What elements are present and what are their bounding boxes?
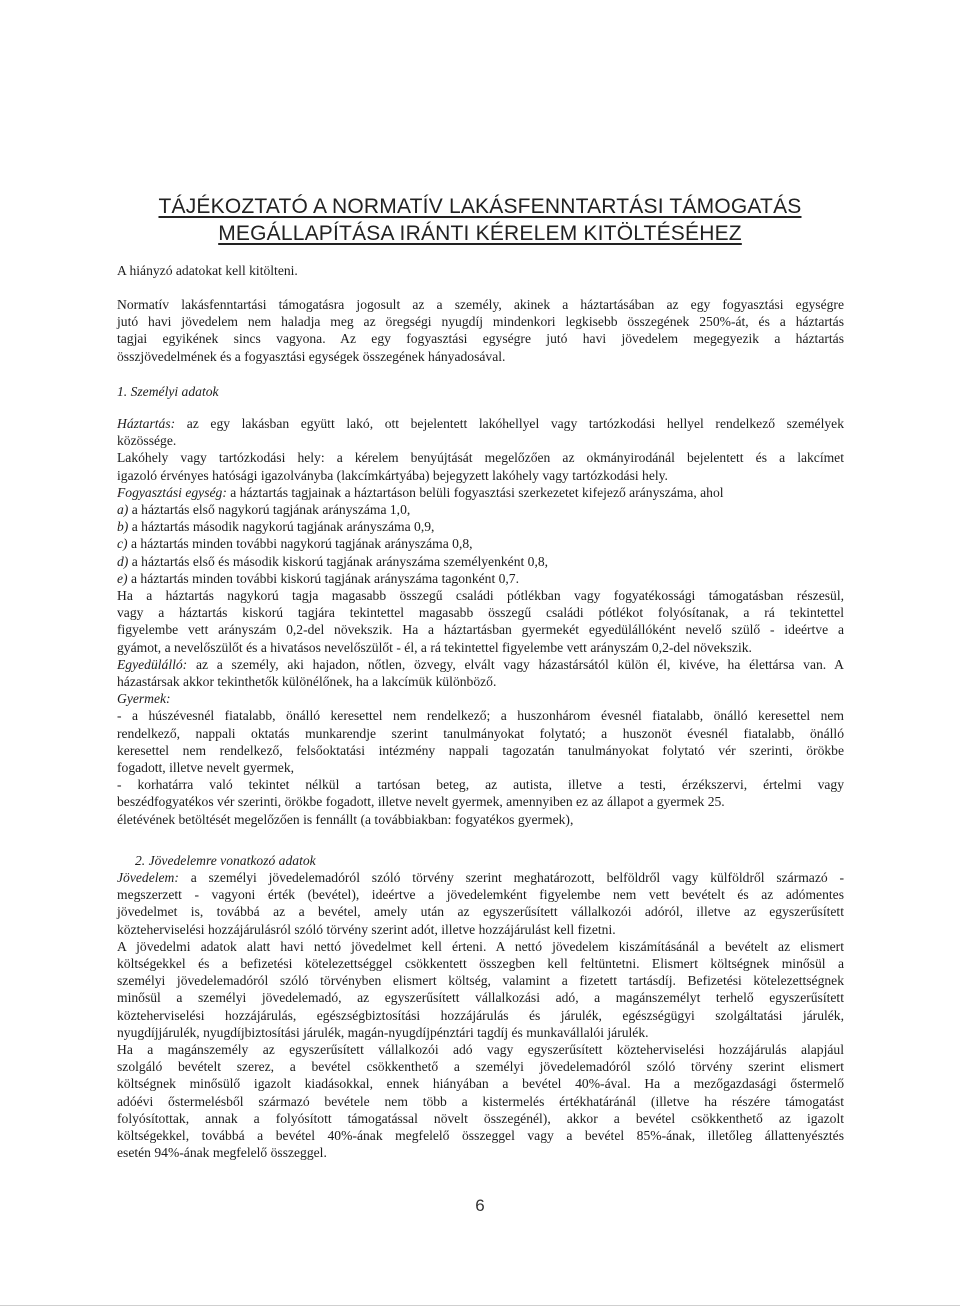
paragraph-line: költségekkel és a befizetési kötelezettséggel csökkentett összegben kell feltüntetni. Elismert költségnek minősül a [117, 956, 844, 972]
list-text: a háztartás második nagykorú tagjának arányszáma 0,9, [128, 519, 435, 535]
paragraph-line: - a húszévesnél fiatalabb, önálló keresettel nem rendelkező; a huszonhárom évesnél fiatalabb, önálló keresettel nem [117, 708, 844, 724]
definition-lakohely: Lakóhely vagy tartózkodási hely: a kérelem benyújtását megelőzően az okmányirodánál bejelentett és a lakcímet [117, 450, 844, 466]
term-egyedulallo: Egyedülálló: [117, 656, 188, 672]
definition-egyedulallo [117, 656, 844, 673]
paragraph-line: házastársak akkor tekinthetők különélőnek, ha a lakcímük különböző. [117, 674, 497, 690]
section-2-heading: 2. Jövedelemre vonatkozó adatok [135, 853, 316, 868]
paragraph-line: adóévi őstermelésből származó bevétele nem több a kistermelés értékhatáránál (illetve ha részére támogatást [117, 1093, 844, 1109]
intro-paragraph [117, 296, 844, 365]
paragraph-line: költségekkel, továbbá a bevétel 40%-ának megfelelő összeggel vagy a bevétel 85%-ának, illetőleg állattenyésztés [117, 1128, 844, 1144]
paragraph-line: rendelkező, nappali oktatás munkarendje szerint tanulmányokat folytató; a huszonöt évesnél fiatalabb, önálló [117, 725, 844, 741]
definition-text: a személyi jövedelemadóról szóló törvény szerint meghatározott, belföldről vagy külföldről származó - [178, 870, 844, 885]
list-text: a háztartás első és második kiskorú tagjának arányszáma személyenként 0,8, [128, 553, 549, 569]
list-item [117, 535, 844, 552]
paragraph-line: - korhatárra való tekintet nélkül a tartósan beteg, az autista, illetve a testi, érzékszervi, értelmi vagy [117, 777, 844, 793]
paragraph-line: folyósítottak, annak a folyósított támogatással növelt összegénél), akkor a bevétel csökkenthető az igazolt [117, 1110, 844, 1126]
term-fogyasztasi-egyseg: Fogyasztási egység: [117, 484, 227, 500]
list-item [117, 501, 844, 518]
list-text: a háztartás első nagykorú tagjának arányszáma 1,0, [128, 502, 411, 518]
term-haztartas: Háztartás: [117, 416, 176, 431]
paragraph-line: személyi jövedelemadóról szóló törvényben elismert költség, valamint a fizetett tartásdíj. Befizetési kötelezettségnek [117, 973, 844, 989]
term-jovedelem: Jövedelem: [117, 870, 179, 885]
scan-edge-divider [0, 1305, 960, 1306]
section-2-body [117, 869, 844, 1161]
list-letter: a) [117, 502, 129, 518]
definition-jovedelem [117, 869, 844, 886]
paragraph-line: vagy a háztartás kiskorú tagjára tekintettel magasabb összegű családi pótlékot folyósítanak, a rá tekintettel [117, 605, 844, 621]
page-title-line-1: TÁJÉKOZTATÓ A NORMATÍV LAKÁSFENNTARTÁSI TÁMOGATÁS [158, 195, 802, 218]
paragraph-line: A jövedelmi adatok alatt havi nettó jövedelmet kell érteni. A nettó jövedelem kiszámításánál a bevételt az elismert [117, 938, 844, 954]
paragraph-line: nyugdíjjárulék, nyugdíjbiztosítási járulék, magán-nyugdíjpénztári tagdíj és munkavállalói járulék. [117, 1024, 649, 1040]
paragraph-line: közössége. [117, 433, 177, 449]
paragraph-line: összjövedelmének és a fogyasztási egységek összegének hányadosával. [117, 348, 506, 364]
list-letter: e) [117, 570, 128, 586]
paragraph-line: jövedelmet is, továbbá az a bevétel, amely után az egyszerűsített vállalkozói adóról, illetve az egyszerűsített [117, 904, 844, 920]
page-number: 6 [475, 1196, 485, 1215]
definition-fogyasztasi-egyseg [117, 484, 844, 501]
paragraph-line: igazoló érvényes hatósági igazolványba (lakcímkártyába) bejegyzett lakóhely vagy tartózkodási hely. [117, 467, 668, 483]
definition-text: az a személy, aki hajadon, nőtlen, özvegy, elvált vagy házastársától külön él, kivéve, ha élettársa van. A [187, 656, 844, 672]
intro-text: A hiányzó adatokat kell kitölteni. [117, 263, 298, 278]
list-text: a háztartás minden további kiskorú tagjának arányszáma tagonként 0,7. [127, 570, 520, 586]
paragraph-line: szolgáló bevételt szerez, a bevétel csökkenthető a személyi jövedelemadóról szóló törvény szerint elismert [117, 1059, 844, 1075]
section-1-body [117, 415, 844, 828]
list-letter: b) [117, 519, 129, 535]
paragraph-line: minősül a személyi jövedelemadó, az egyszerűsített vállalkozási adó, a magánszemélyt terhelő egyszerűsített [117, 990, 844, 1006]
paragraph-line: esetén 94%-ának megfelelő összeggel. [117, 1145, 327, 1161]
section-1-heading: 1. Személyi adatok [117, 384, 219, 399]
list-letter: c) [117, 536, 128, 552]
paragraph-line: Ha a magánszemély az egyszerűsített vállalkozói adó vagy egyszerűsített közteherviselési hozzájárulás alapjául [117, 1042, 844, 1058]
list-letter: d) [117, 553, 129, 569]
paragraph-line: Normatív lakásfenntartási támogatásra jogosult az a személy, akinek a háztartásában az egy fogyasztási egységre [117, 297, 844, 312]
paragraph-line: jutó havi jövedelem nem haladja meg az öregségi nyugdíj mindenkori legkisebb összegének 250%-át, és a háztartás [117, 314, 844, 330]
paragraph-line: Ha a háztartás nagykorú tagja magasabb összegű családi pótlékban vagy fogyatékossági támogatásban részesül, [117, 588, 844, 604]
list-text: a háztartás minden további nagykorú tagjának arányszáma 0,8, [127, 536, 473, 552]
definition-text: az egy lakásban együtt lakó, ott bejelentett lakóhellyel vagy tartózkodási hellyel rendelkező személyek [175, 416, 844, 431]
page-title-line-2: MEGÁLLAPÍTÁSA IRÁNTI KÉRELEM KITÖLTÉSÉHEZ [218, 222, 742, 245]
paragraph-line: életévének betöltését megelőzően is fennállt (a továbbiakban: fogyatékos gyermek), [117, 811, 574, 827]
paragraph-line: megszerzett - vagyoni érték (bevétel), ideértve a jövedelemként figyelembe nem vett bevételt és az adómentes [117, 887, 844, 903]
list-item [117, 570, 844, 587]
paragraph-line: fogadott, illetve nevelt gyermek, [117, 760, 295, 776]
paragraph-line: beszédfogyatékos vér szerinti, örökbe fogadott, illetve nevelt gyermek, amennyiben ez az állapot a gyermek 25. [117, 794, 725, 810]
list-item [117, 518, 844, 535]
paragraph-line: gyámot, a nevelőszülőt és a hivatásos nevelőszülőt - él, a rá tekintettel figyelembe vett arányszám 0,2-del növekszik. [117, 639, 752, 655]
paragraph-line: tagjai egyikének sincs vagyona. Az egy fogyasztási egységre jutó havi jövedelem megegyezik a háztartás [117, 331, 844, 347]
paragraph-line: figyelembe vett arányszám 0,2-del növekszik. Ha a háztartásban gyermekét egyedülállóként nevelő szülő - ideértve a [117, 622, 844, 638]
definition-haztartas [117, 415, 844, 432]
term-gyermek: Gyermek: [117, 691, 171, 707]
paragraph-line: közteherviselési hozzájárulásról szóló törvény szerint adót, illetve hozzájárulást kell fizetni. [117, 921, 616, 937]
paragraph-line: közteherviselési hozzájárulás, egészségbiztosítási hozzájárulás és járulék, egészségügyi szolgáltatási járulék, [117, 1007, 844, 1023]
list-item [117, 553, 844, 570]
paragraph-line: keresettel nem rendelkező, felsőoktatási intézmény nappali tagozatán tanulmányokat folytató vér szerinti, örökbe [117, 742, 844, 758]
definition-text: a háztartás tagjainak a háztartáson belüli fogyasztási szerkezetet kifejező arányszáma, ahol [226, 484, 724, 500]
paragraph-line: költségnek minősülő igazolt kiadásokkal, ennek hiányában a bevétel 40%-ával. Ha a mezőgazdasági őstermelő [117, 1076, 844, 1092]
